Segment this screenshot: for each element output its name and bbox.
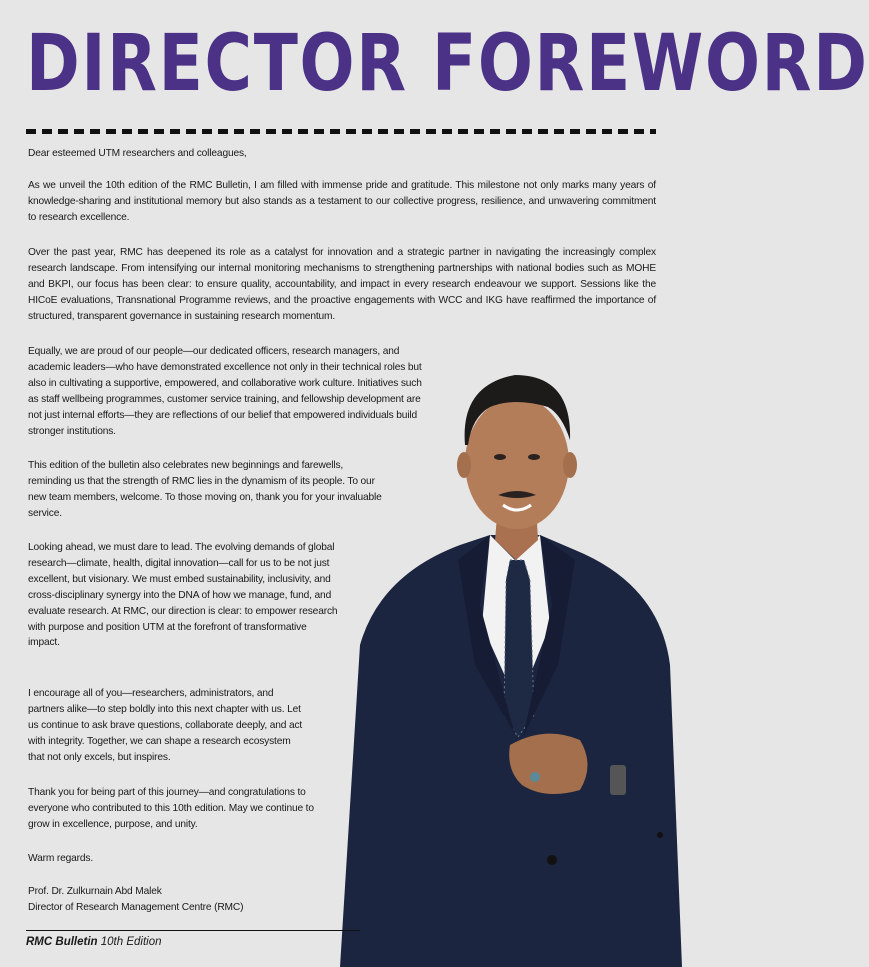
signature-block xyxy=(28,884,348,916)
director-portrait xyxy=(340,345,682,967)
paragraph-4 xyxy=(28,458,386,522)
paragraph-7-text: Thank you for being part of this journey—and congratulations to everyone who contributed to this 10th edition. May we continue to grow in excellence, purpose, and unity. xyxy=(28,787,314,830)
paragraph-2 xyxy=(28,245,656,325)
paragraph-5-text: Looking ahead, we must dare to lead. The evolving demands of global research—climate, health, digital innovation—call for us to be not just excellent, but visionary. We must embed sustainability, inclusivity, and cross-disciplinary synergy into the DNA of how we manage, fund, and evaluate research. At RMC, our direction is clear: to empower research with purpose and position UTM at the forefront of transformative impact. xyxy=(28,542,338,649)
dashed-divider xyxy=(26,129,656,134)
page-title: DIRECTOR FOREWORD xyxy=(26,19,869,109)
closing-text: Warm regards. xyxy=(28,853,94,864)
paragraph-1-text: As we unveil the 10th edition of the RMC Bulletin, I am filled with immense pride and gratitude. This milestone not only marks many years of knowledge-sharing and institutional memory but also stands as a testament to our collective progress, resilience, and unwavering commitment to research excellence. xyxy=(28,180,656,223)
paragraph-2-text: Over the past year, RMC has deepened its role as a catalyst for innovation and a strategic partner in navigating the increasingly complex research landscape. From intensifying our internal monitoring mechanisms to strengthening partnerships with national bodies such as MOHE and BKPI, our focus has been clear: to ensure quality, accountability, and impact in every research endeavour we support. Sessions like the HICoE evaluations, Transnational Programme reviews, and the proactive engagements with WCC and IKG have reaffirmed the importance of structured, transparent governance in sustaining research momentum. xyxy=(28,247,656,322)
paragraph-6-text: I encourage all of you—researchers, administrators, and partners alike—to step boldly into this next chapter with us. Let us continue to ask brave questions, collaborate deeply, and act with integrity. Together, we can shape a research ecosystem that not only excels, but inspires. xyxy=(28,688,303,763)
greeting xyxy=(28,146,656,162)
paragraph-1 xyxy=(28,178,656,226)
paragraph-4-text: This edition of the bulletin also celebrates new beginnings and farewells, reminding us that the strength of RMC lies in the dynamism of its people. To our new team members, welcome. To those moving on, thank you for your invaluable service. xyxy=(28,460,382,519)
footer-edition: 10th Edition xyxy=(100,936,162,948)
signature-position: Director of Research Management Centre (RMC) xyxy=(28,901,244,913)
greeting-text: Dear esteemed UTM researchers and colleagues, xyxy=(28,148,247,159)
footer-divider xyxy=(26,930,360,931)
footer xyxy=(26,936,162,948)
footer-publication: RMC Bulletin xyxy=(26,936,98,948)
paragraph-6 xyxy=(28,686,308,766)
paragraph-5 xyxy=(28,540,338,651)
closing xyxy=(28,851,328,867)
signature-name: Prof. Dr. Zulkurnain Abd Malek xyxy=(28,886,162,897)
paragraph-3-text: Equally, we are proud of our people—our dedicated officers, research managers, and academic leaders—who have demonstrated excellence not only in their technical roles but also in cultivating a supportive, empowered, and collaborative work culture. Initiatives such as staff wellbeing programmes, customer service training, and fellowship development are not just internal efforts—they are reflections of our belief that empowered individuals build stronger institutions. xyxy=(28,346,422,437)
paragraph-7 xyxy=(28,785,318,833)
